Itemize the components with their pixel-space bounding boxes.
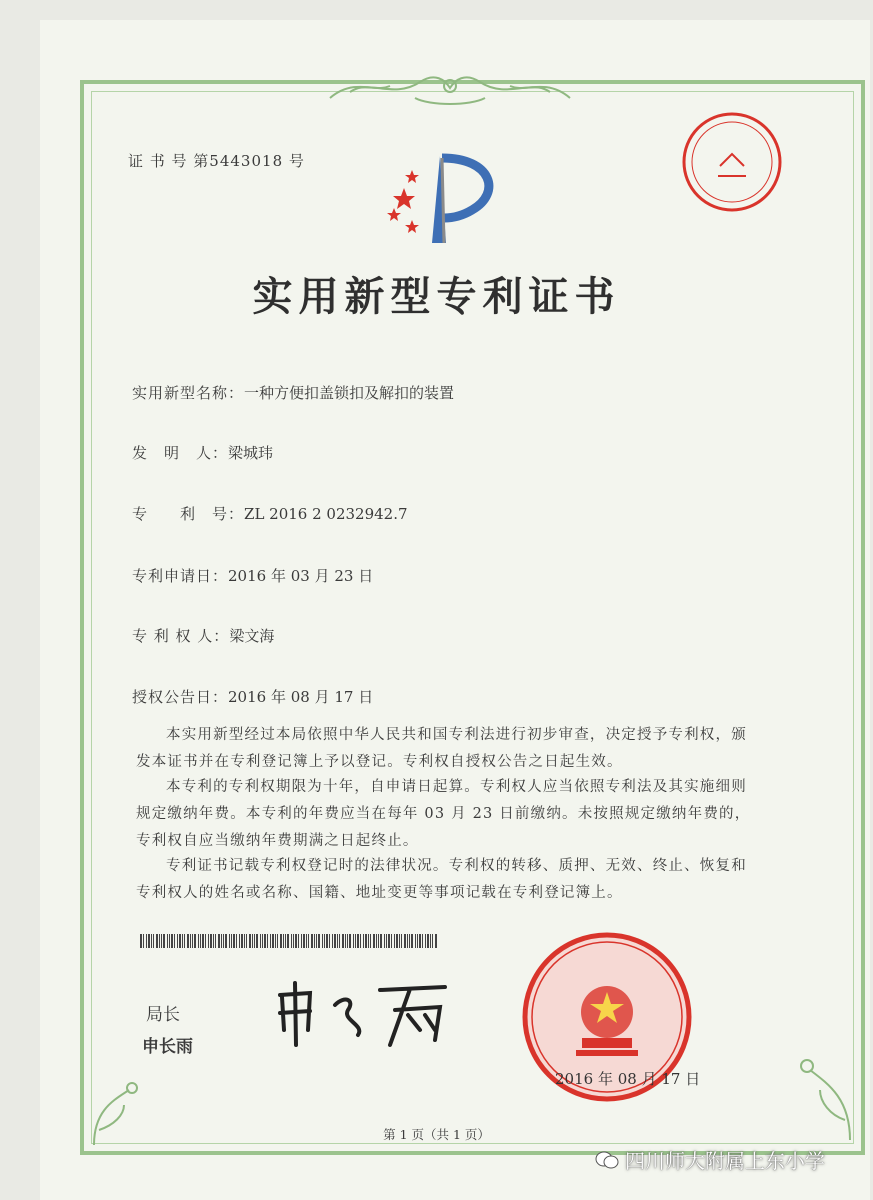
field-grant-date — [132, 686, 373, 707]
patent-office-emblem-icon — [382, 148, 512, 248]
tax-stamp-seal-icon — [680, 110, 785, 215]
field-value: 2016 年 08 月 17 日 — [228, 688, 374, 706]
field-label: 授权公告日： — [132, 688, 229, 706]
field-value: 2016 年 03 月 23 日 — [228, 567, 374, 585]
body-paragraph: 本实用新型经过本局依照中华人民共和国专利法进行初步审查，决定授予专利权，颁发本证书并在专利登记簿上予以登记。专利权自授权公告之日起生效。 — [136, 727, 747, 770]
field-utility-model-name — [132, 382, 454, 403]
field-value: 梁文海 — [229, 627, 275, 645]
field-value: ZL 2016 2 0232942.7 — [244, 505, 408, 523]
field-value: 一种方便扣盖锁扣及解扣的装置 — [244, 384, 455, 402]
certificate-border-inner — [91, 91, 854, 1144]
field-label: 专利申请日： — [132, 567, 229, 585]
director-title: 局长 — [146, 1005, 180, 1025]
field-label: 专 利 权 人： — [132, 627, 230, 645]
watermark-text: 四川师大附属上东小学 — [625, 1149, 825, 1173]
field-patentee — [132, 625, 274, 646]
barcode-icon — [140, 934, 440, 948]
field-value: 梁城玮 — [228, 444, 274, 462]
director-signature-icon — [270, 975, 460, 1050]
page-number: 第 1 页（共 1 页） — [383, 1127, 490, 1142]
field-patent-number — [132, 503, 408, 524]
certificate-number: 证 书 号 第5443018 号 — [128, 152, 305, 170]
certificate-title: 实用新型专利证书 — [252, 274, 621, 320]
seal-date: 2016 年 08 月 17 日 — [555, 1070, 701, 1088]
field-inventor — [132, 442, 273, 463]
director-name: 申长雨 — [142, 1037, 193, 1057]
floral-ornament-icon — [320, 62, 580, 110]
wechat-icon — [595, 1150, 619, 1170]
field-label: 专 利 号： — [132, 505, 245, 523]
body-paragraph: 本专利的专利权期限为十年，自申请日起算。专利权人应当依照专利法及其实施细则规定缴纳年费。本专利的年费应当在每年 03 月 23 日前缴纳。未按照规定缴纳年费的，专利权自应当缴纳年费期满之日起终止。 — [136, 779, 751, 849]
field-label: 发 明 人： — [132, 444, 229, 462]
field-label: 实用新型名称： — [132, 384, 245, 402]
body-paragraph: 专利证书记载专利权登记时的法律状况。专利权的转移、质押、无效、终止、恢复和专利权人的姓名或名称、国籍、地址变更等事项记载在专利登记簿上。 — [136, 858, 747, 901]
wechat-watermark — [595, 1145, 825, 1174]
field-application-date — [132, 565, 373, 586]
